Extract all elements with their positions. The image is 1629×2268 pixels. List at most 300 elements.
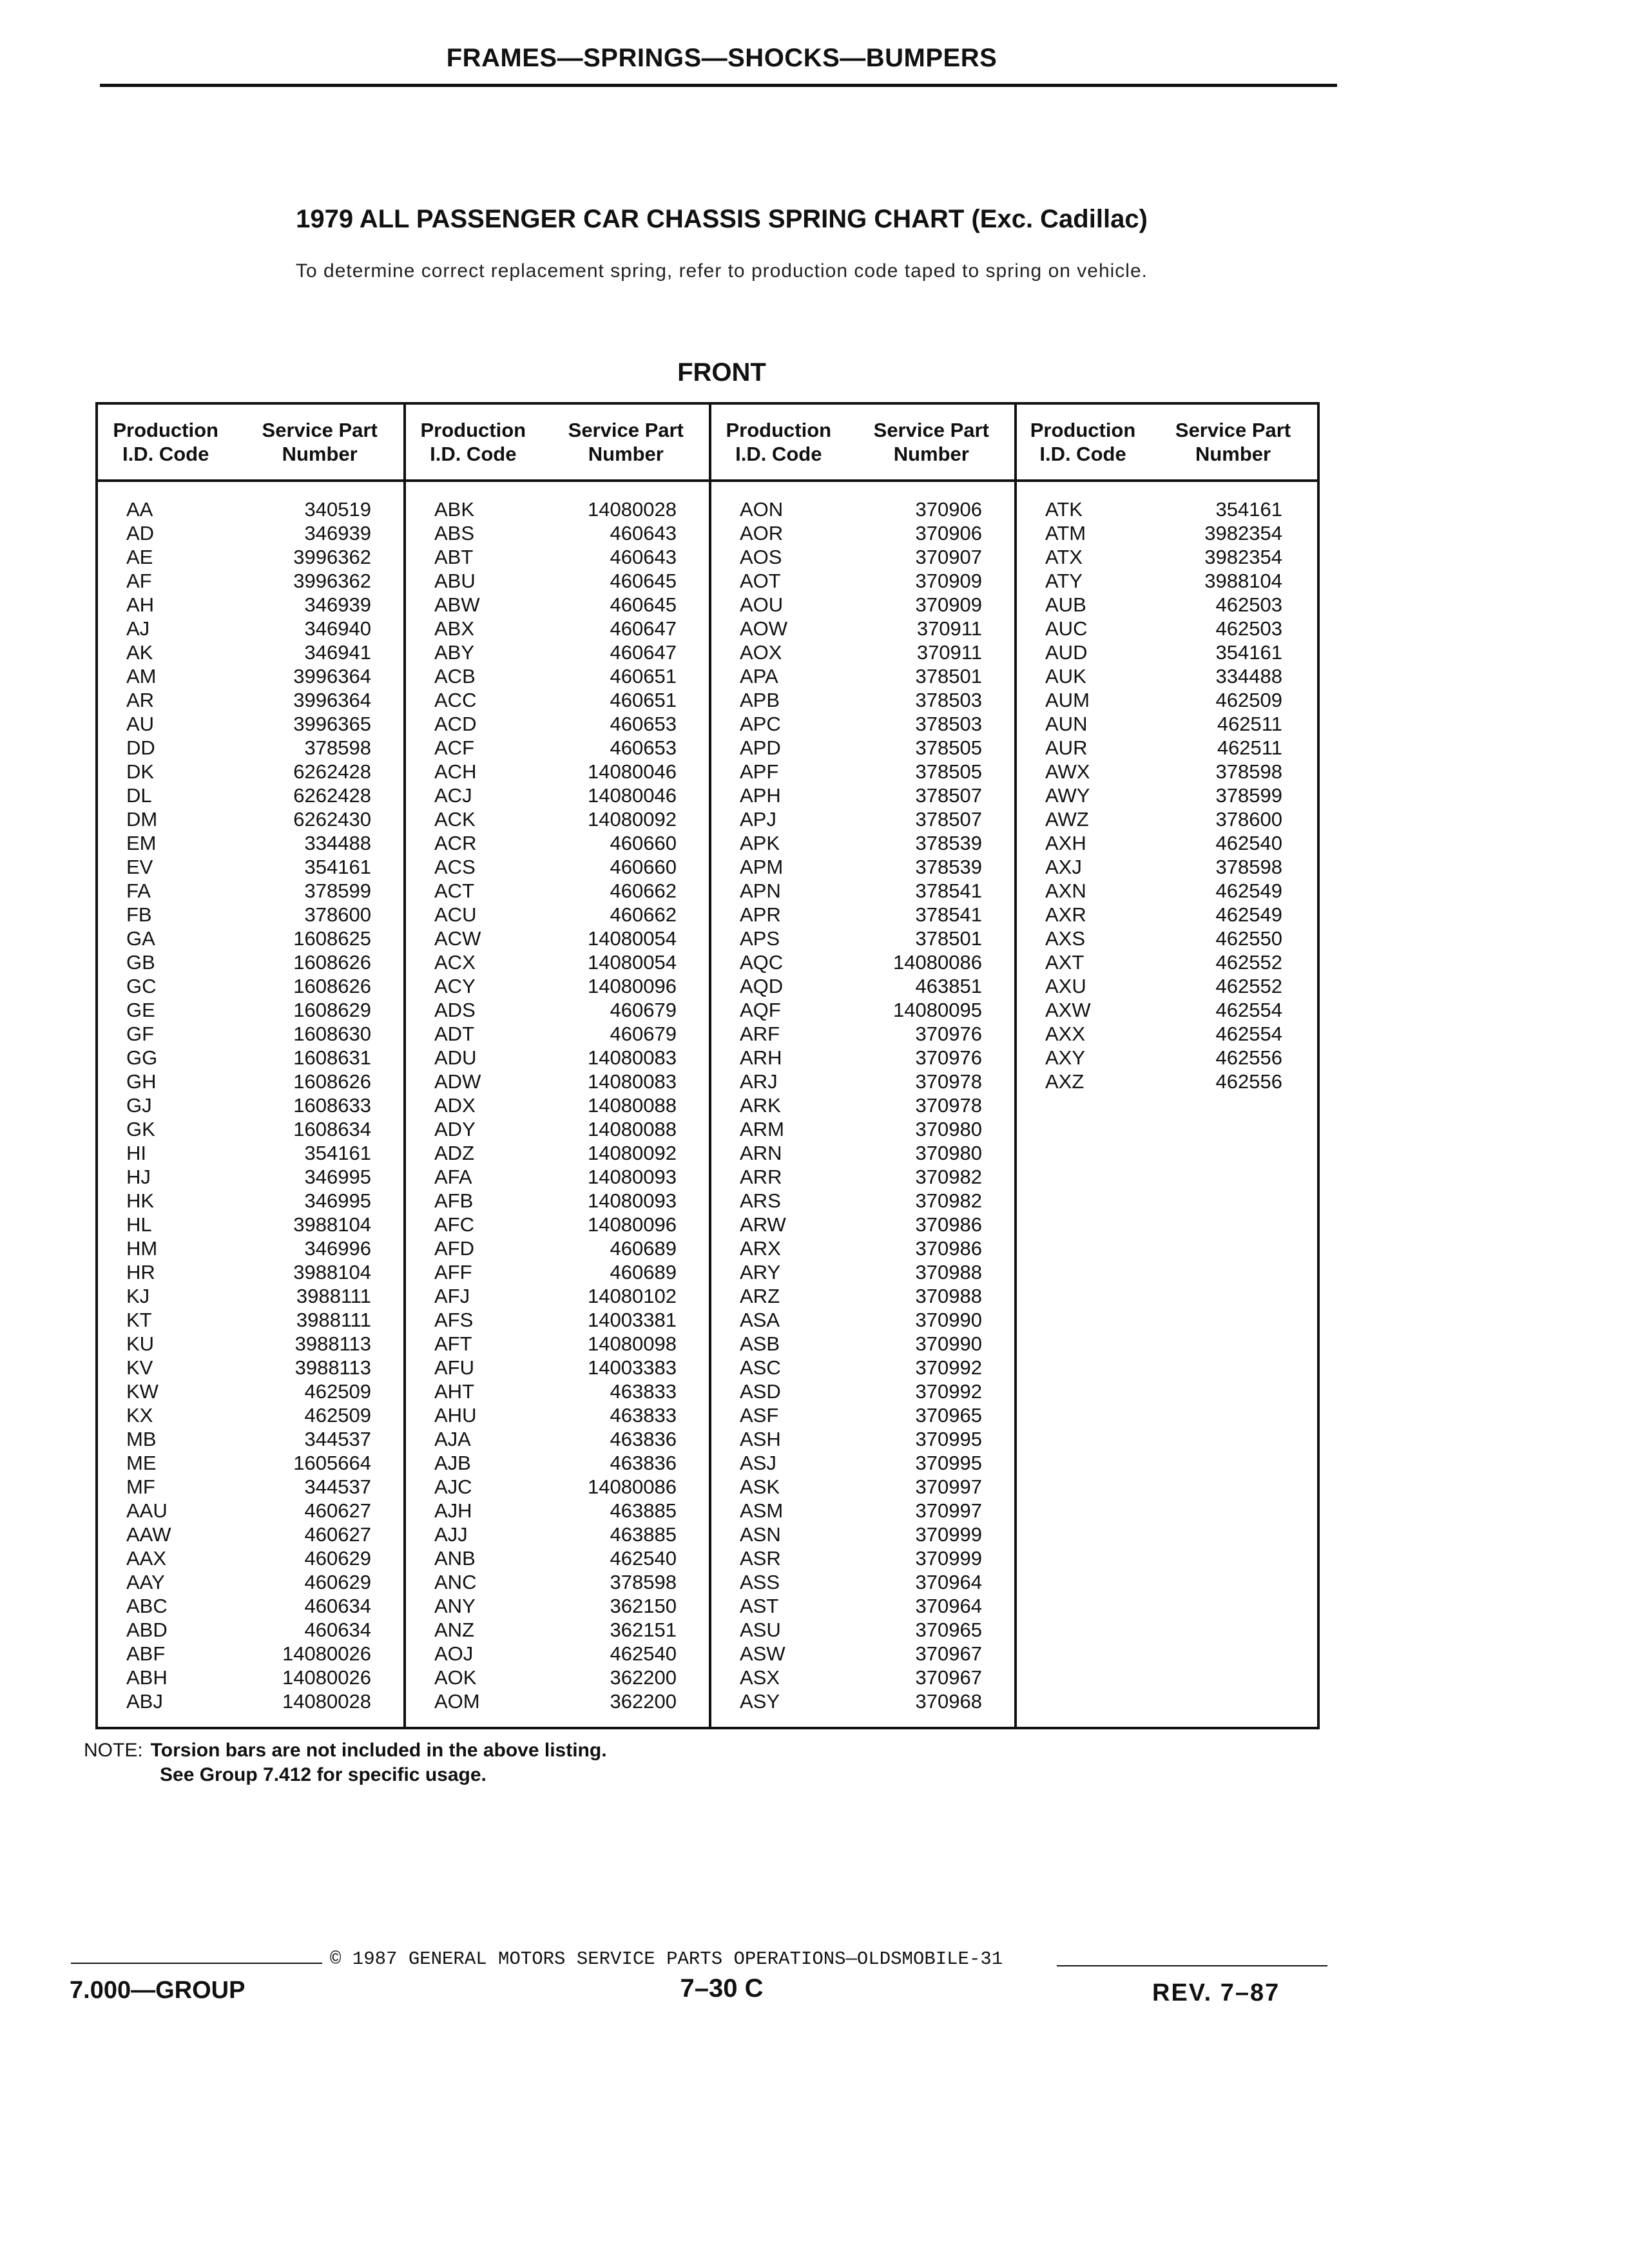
service-part-number: 14080093 xyxy=(588,1166,677,1188)
production-id-code: AUK xyxy=(1045,665,1086,687)
service-part-number: 334488 xyxy=(304,832,371,854)
production-id-code: AXY xyxy=(1045,1046,1086,1069)
production-id-code: ARY xyxy=(740,1261,781,1283)
table-row xyxy=(711,545,1017,569)
table-row xyxy=(406,1523,711,1546)
service-part-number: 362151 xyxy=(610,1619,677,1641)
table-row xyxy=(711,1332,1017,1356)
service-part-number: 1608629 xyxy=(293,999,371,1021)
production-id-code: AM xyxy=(126,665,157,687)
table-row xyxy=(98,1451,406,1475)
table-row xyxy=(98,736,406,760)
table-row xyxy=(98,783,406,807)
table-row xyxy=(406,1546,711,1570)
table-row xyxy=(711,1570,1017,1594)
production-id-code: ARN xyxy=(740,1142,782,1164)
table-row xyxy=(1017,1070,1317,1093)
production-id-code: AFC xyxy=(434,1213,474,1236)
production-id-code: ACB xyxy=(434,665,476,687)
production-id-code: KV xyxy=(126,1356,153,1379)
table-row xyxy=(98,1070,406,1093)
table-row xyxy=(406,1070,711,1093)
table-row xyxy=(406,1332,711,1356)
production-id-code: AUR xyxy=(1045,736,1088,759)
table-row xyxy=(406,1618,711,1642)
service-part-number: 3982354 xyxy=(1204,522,1282,544)
service-part-number: 378539 xyxy=(915,832,982,854)
production-id-code: HK xyxy=(126,1189,155,1212)
table-row xyxy=(406,1022,711,1046)
column-header xyxy=(711,405,1017,482)
service-part-number: 378599 xyxy=(304,879,371,902)
table-row xyxy=(406,903,711,927)
table-rows xyxy=(406,482,711,1713)
production-id-code: ADS xyxy=(434,999,476,1021)
table-row xyxy=(406,1284,711,1308)
production-id-code: ABH xyxy=(126,1666,168,1689)
table-row xyxy=(711,688,1017,712)
production-id-code: HI xyxy=(126,1142,146,1164)
service-part-number: 14080088 xyxy=(588,1118,677,1140)
service-part-number: 460689 xyxy=(610,1261,677,1283)
service-part-number: 463851 xyxy=(915,975,982,997)
column-header xyxy=(406,405,711,482)
service-part-number: 14080096 xyxy=(588,1213,677,1236)
table-row xyxy=(98,688,406,712)
service-part-number: 462556 xyxy=(1215,1070,1282,1093)
production-id-code: ASS xyxy=(740,1571,780,1593)
table-row xyxy=(406,998,711,1022)
table-row xyxy=(98,1260,406,1284)
production-id-code: AST xyxy=(740,1595,779,1617)
production-id-code: ASC xyxy=(740,1356,781,1379)
table-row xyxy=(406,1594,711,1618)
table-row xyxy=(711,1213,1017,1236)
service-part-number: 3988113 xyxy=(294,1356,371,1379)
table-row xyxy=(98,1356,406,1379)
table-row xyxy=(406,688,711,712)
service-part-number: 370911 xyxy=(916,617,982,640)
table-row xyxy=(406,1379,711,1403)
table-row xyxy=(1017,1046,1317,1070)
table-row xyxy=(98,1499,406,1523)
production-id-code: AK xyxy=(126,641,153,664)
production-id-code: KJ xyxy=(126,1285,150,1307)
service-part-number: 14080046 xyxy=(588,760,677,783)
table-column-2 xyxy=(403,405,711,1727)
table-row xyxy=(711,1022,1017,1046)
service-part-number: 378539 xyxy=(915,856,982,878)
service-part-number: 462509 xyxy=(304,1380,371,1403)
service-part-number: 3996364 xyxy=(293,665,371,687)
header-service-part-number: Service Part Number xyxy=(1175,419,1291,465)
service-part-number: 462552 xyxy=(1215,951,1282,974)
footer-divider-left xyxy=(71,1963,322,1964)
service-part-number: 460660 xyxy=(610,832,677,854)
table-row xyxy=(1017,688,1317,712)
service-part-number: 346995 xyxy=(304,1166,371,1188)
production-id-code: GE xyxy=(126,999,155,1021)
service-part-number: 3988104 xyxy=(293,1213,371,1236)
service-part-number: 460645 xyxy=(610,593,677,616)
production-id-code: ABS xyxy=(434,522,475,544)
production-id-code: ARX xyxy=(740,1237,781,1260)
service-part-number: 14080046 xyxy=(588,784,677,807)
service-part-number: 370965 xyxy=(915,1619,982,1641)
production-id-code: AXW xyxy=(1045,999,1091,1021)
table-row xyxy=(98,1570,406,1594)
service-part-number: 378505 xyxy=(915,760,982,783)
service-part-number: 378600 xyxy=(1215,808,1282,831)
production-id-code: AWY xyxy=(1045,784,1090,807)
table-row xyxy=(98,1022,406,1046)
table-row xyxy=(711,879,1017,903)
service-part-number: 460647 xyxy=(610,641,677,664)
table-row xyxy=(98,1117,406,1141)
table-row xyxy=(98,1165,406,1189)
service-part-number: 14080028 xyxy=(282,1690,371,1713)
service-part-number: 463885 xyxy=(610,1523,677,1546)
production-id-code: AR xyxy=(126,689,155,711)
service-part-number: 1608625 xyxy=(293,927,371,950)
service-part-number: 460662 xyxy=(610,879,677,902)
production-id-code: HM xyxy=(126,1237,158,1260)
production-id-code: ADW xyxy=(434,1070,481,1093)
production-id-code: KX xyxy=(126,1404,153,1427)
production-id-code: ASR xyxy=(740,1547,781,1570)
production-id-code: ABW xyxy=(434,593,480,616)
table-row xyxy=(406,1475,711,1499)
table-row xyxy=(711,831,1017,855)
production-id-code: AFS xyxy=(434,1309,474,1331)
footer-copyright: © 1987 GENERAL MOTORS SERVICE PARTS OPERATIONS—OLDSMOBILE-31 xyxy=(330,1948,1003,1970)
chart-subtitle: To determine correct replacement spring, refer to production code taped to spring on vehicle. xyxy=(295,260,1148,282)
table-row xyxy=(98,1546,406,1570)
production-id-code: ACF xyxy=(434,736,474,759)
production-id-code: ASB xyxy=(740,1332,780,1355)
production-id-code: AON xyxy=(740,498,784,521)
production-id-code: APH xyxy=(740,784,781,807)
production-id-code: ABU xyxy=(434,570,476,592)
table-row xyxy=(711,1141,1017,1165)
service-part-number: 370906 xyxy=(915,498,982,521)
table-row xyxy=(1017,497,1317,521)
footer-revision: REV. 7–87 xyxy=(1152,1979,1280,2006)
table-row xyxy=(406,1308,711,1332)
table-row xyxy=(98,1523,406,1546)
service-part-number: 6262428 xyxy=(293,760,371,783)
table-row xyxy=(1017,760,1317,783)
table-row xyxy=(406,712,711,736)
table-row xyxy=(406,974,711,998)
table-row xyxy=(711,593,1017,617)
production-id-code: ACT xyxy=(434,879,474,902)
service-part-number: 14080095 xyxy=(893,999,982,1021)
table-row xyxy=(711,1499,1017,1523)
service-part-number: 3996362 xyxy=(293,546,371,568)
production-id-code: HL xyxy=(126,1213,152,1236)
chart-title: 1979 ALL PASSENGER CAR CHASSIS SPRING CHART (Exc. Cadillac) xyxy=(296,205,1148,233)
footer-page-number: 7–30 C xyxy=(680,1974,764,2003)
table-row xyxy=(711,617,1017,640)
production-id-code: AUD xyxy=(1045,641,1088,664)
table-column-3 xyxy=(709,405,1017,1727)
table-row xyxy=(711,950,1017,974)
production-id-code: FA xyxy=(126,879,151,902)
production-id-code: AOS xyxy=(740,546,782,568)
table-row xyxy=(1017,950,1317,974)
production-id-code: ACH xyxy=(434,760,477,783)
production-id-code: GF xyxy=(126,1023,155,1045)
production-id-code: ANB xyxy=(434,1547,476,1570)
production-id-code: ASX xyxy=(740,1666,780,1689)
production-id-code: ACC xyxy=(434,689,477,711)
column-header xyxy=(98,405,406,482)
production-id-code: AOW xyxy=(740,617,788,640)
production-id-code: AXZ xyxy=(1045,1070,1084,1093)
production-id-code: ARJ xyxy=(740,1070,778,1093)
production-id-code: AHU xyxy=(434,1404,477,1427)
production-id-code: ASY xyxy=(740,1690,780,1713)
production-id-code: AQD xyxy=(740,975,784,997)
table-row xyxy=(711,998,1017,1022)
table-row xyxy=(406,1141,711,1165)
production-id-code: APB xyxy=(740,689,780,711)
header-production-id-code: Production I.D. Code xyxy=(113,419,218,465)
table-row xyxy=(711,1236,1017,1260)
service-part-number: 370968 xyxy=(915,1690,982,1713)
service-part-number: 378503 xyxy=(915,689,982,711)
service-part-number: 1608626 xyxy=(293,1070,371,1093)
service-part-number: 14080083 xyxy=(588,1046,677,1069)
production-id-code: ARH xyxy=(740,1046,782,1069)
table-rows xyxy=(711,482,1017,1713)
service-part-number: 460627 xyxy=(304,1523,371,1546)
production-id-code: AXU xyxy=(1045,975,1086,997)
table-row xyxy=(1017,831,1317,855)
table-row xyxy=(406,545,711,569)
table-row xyxy=(98,831,406,855)
table-row xyxy=(711,640,1017,664)
service-part-number: 378598 xyxy=(1215,760,1282,783)
table-row xyxy=(711,1594,1017,1618)
production-id-code: ASJ xyxy=(740,1452,776,1474)
service-part-number: 14080088 xyxy=(588,1094,677,1117)
service-part-number: 370967 xyxy=(915,1666,982,1689)
table-row xyxy=(98,998,406,1022)
service-part-number: 378599 xyxy=(1215,784,1282,807)
table-row xyxy=(711,760,1017,783)
header-service-part-number: Service Part Number xyxy=(873,419,989,465)
production-id-code: ANC xyxy=(434,1571,477,1593)
service-part-number: 370980 xyxy=(915,1118,982,1140)
production-id-code: AUC xyxy=(1045,617,1088,640)
service-part-number: 370995 xyxy=(915,1428,982,1450)
production-id-code: AUM xyxy=(1045,689,1090,711)
service-part-number: 370980 xyxy=(915,1142,982,1164)
table-row xyxy=(1017,927,1317,950)
production-id-code: FB xyxy=(126,903,152,926)
production-id-code: DK xyxy=(126,760,155,783)
service-part-number: 370999 xyxy=(915,1547,982,1570)
production-id-code: ASA xyxy=(740,1309,780,1331)
table-row xyxy=(711,807,1017,831)
service-part-number: 14080028 xyxy=(588,498,677,521)
table-row xyxy=(98,927,406,950)
service-part-number: 1605664 xyxy=(293,1452,371,1474)
production-id-code: ACK xyxy=(434,808,476,831)
production-id-code: ADX xyxy=(434,1094,476,1117)
service-part-number: 14080092 xyxy=(588,808,677,831)
spring-chart-table xyxy=(95,402,1320,1729)
production-id-code: ASD xyxy=(740,1380,781,1403)
table-rows xyxy=(1017,482,1317,1093)
service-part-number: 1608633 xyxy=(293,1094,371,1117)
service-part-number: 370990 xyxy=(915,1332,982,1355)
table-row xyxy=(711,497,1017,521)
production-id-code: ACY xyxy=(434,975,476,997)
header-production-id-code: Production I.D. Code xyxy=(1030,419,1136,465)
production-id-code: KW xyxy=(126,1380,159,1403)
table-row xyxy=(98,903,406,927)
table-row xyxy=(406,950,711,974)
service-part-number: 346941 xyxy=(304,641,371,664)
service-part-number: 378501 xyxy=(915,665,982,687)
table-row xyxy=(406,807,711,831)
production-id-code: ARF xyxy=(740,1023,780,1045)
table-row xyxy=(98,1618,406,1642)
service-part-number: 3996365 xyxy=(293,713,371,735)
table-row xyxy=(711,664,1017,688)
production-id-code: ABJ xyxy=(126,1690,163,1713)
production-id-code: AAW xyxy=(126,1523,171,1546)
table-row xyxy=(98,664,406,688)
service-part-number: 346995 xyxy=(304,1189,371,1212)
production-id-code: ASF xyxy=(740,1404,779,1427)
production-id-code: EV xyxy=(126,856,153,878)
service-part-number: 463833 xyxy=(610,1380,677,1403)
production-id-code: ASM xyxy=(740,1499,784,1522)
production-id-code: ATM xyxy=(1045,522,1086,544)
service-part-number: 462511 xyxy=(1217,713,1282,735)
service-part-number: 346940 xyxy=(304,617,371,640)
table-row xyxy=(98,497,406,521)
production-id-code: HJ xyxy=(126,1166,151,1188)
table-row xyxy=(98,1046,406,1070)
production-id-code: AH xyxy=(126,593,155,616)
service-part-number: 460627 xyxy=(304,1499,371,1522)
table-row xyxy=(711,927,1017,950)
production-id-code: ADZ xyxy=(434,1142,474,1164)
table-row xyxy=(406,783,711,807)
production-id-code: ANY xyxy=(434,1595,476,1617)
table-row xyxy=(98,1475,406,1499)
production-id-code: AFJ xyxy=(434,1285,470,1307)
table-row xyxy=(98,1284,406,1308)
table-row xyxy=(1017,855,1317,879)
table-row xyxy=(98,1689,406,1713)
production-id-code: AE xyxy=(126,546,153,568)
table-row xyxy=(1017,521,1317,545)
service-part-number: 378541 xyxy=(915,903,982,926)
production-id-code: AF xyxy=(126,570,152,592)
service-part-number: 370997 xyxy=(915,1499,982,1522)
table-row xyxy=(406,1427,711,1451)
production-id-code: ABX xyxy=(434,617,475,640)
production-id-code: ABY xyxy=(434,641,475,664)
production-id-code: AXJ xyxy=(1045,856,1082,878)
table-row xyxy=(711,1666,1017,1689)
production-id-code: GK xyxy=(126,1118,155,1140)
service-part-number: 462550 xyxy=(1215,927,1282,950)
production-id-code: AJB xyxy=(434,1452,471,1474)
service-part-number: 460643 xyxy=(610,522,677,544)
production-id-code: AOU xyxy=(740,593,784,616)
table-row xyxy=(1017,974,1317,998)
production-id-code: GJ xyxy=(126,1094,152,1117)
table-row xyxy=(98,569,406,593)
table-row xyxy=(406,1666,711,1689)
service-part-number: 3988104 xyxy=(1204,570,1282,592)
table-row xyxy=(406,664,711,688)
service-part-number: 340519 xyxy=(304,498,371,521)
table-row xyxy=(98,545,406,569)
table-row xyxy=(98,640,406,664)
production-id-code: AJC xyxy=(434,1475,472,1498)
table-row xyxy=(1017,736,1317,760)
production-id-code: AFB xyxy=(434,1189,474,1212)
production-id-code: APA xyxy=(740,665,778,687)
service-part-number: 460679 xyxy=(610,1023,677,1045)
table-row xyxy=(711,974,1017,998)
production-id-code: AXN xyxy=(1045,879,1086,902)
service-part-number: 460629 xyxy=(304,1571,371,1593)
table-row xyxy=(711,1070,1017,1093)
table-row xyxy=(98,974,406,998)
service-part-number: 378507 xyxy=(915,808,982,831)
header-divider xyxy=(100,84,1337,87)
production-id-code: AOK xyxy=(434,1666,477,1689)
header-production-id-code: Production I.D. Code xyxy=(726,419,832,465)
table-row xyxy=(98,1332,406,1356)
service-part-number: 1608626 xyxy=(293,951,371,974)
table-row xyxy=(1017,1022,1317,1046)
production-id-code: ASK xyxy=(740,1475,780,1498)
table-row xyxy=(98,712,406,736)
note-line-2: See Group 7.412 for specific usage. xyxy=(160,1764,487,1785)
footer-divider-right xyxy=(1057,1965,1327,1966)
page-header-title: FRAMES—SPRINGS—SHOCKS—BUMPERS xyxy=(446,44,998,72)
service-part-number: 370988 xyxy=(915,1285,982,1307)
table-row xyxy=(1017,617,1317,640)
production-id-code: AA xyxy=(126,498,153,521)
service-part-number: 354161 xyxy=(1215,641,1282,664)
production-id-code: ACX xyxy=(434,951,476,974)
table-row xyxy=(406,1570,711,1594)
production-id-code: AXH xyxy=(1045,832,1086,854)
table-row xyxy=(711,783,1017,807)
table-row xyxy=(1017,783,1317,807)
production-id-code: AOT xyxy=(740,570,781,592)
table-row xyxy=(711,1284,1017,1308)
service-part-number: 3996364 xyxy=(293,689,371,711)
production-id-code: MF xyxy=(126,1475,155,1498)
production-id-code: ATY xyxy=(1045,570,1083,592)
service-part-number: 370988 xyxy=(915,1261,982,1283)
table-row xyxy=(1017,903,1317,927)
service-part-number: 6262430 xyxy=(293,808,371,831)
table-row xyxy=(406,1046,711,1070)
